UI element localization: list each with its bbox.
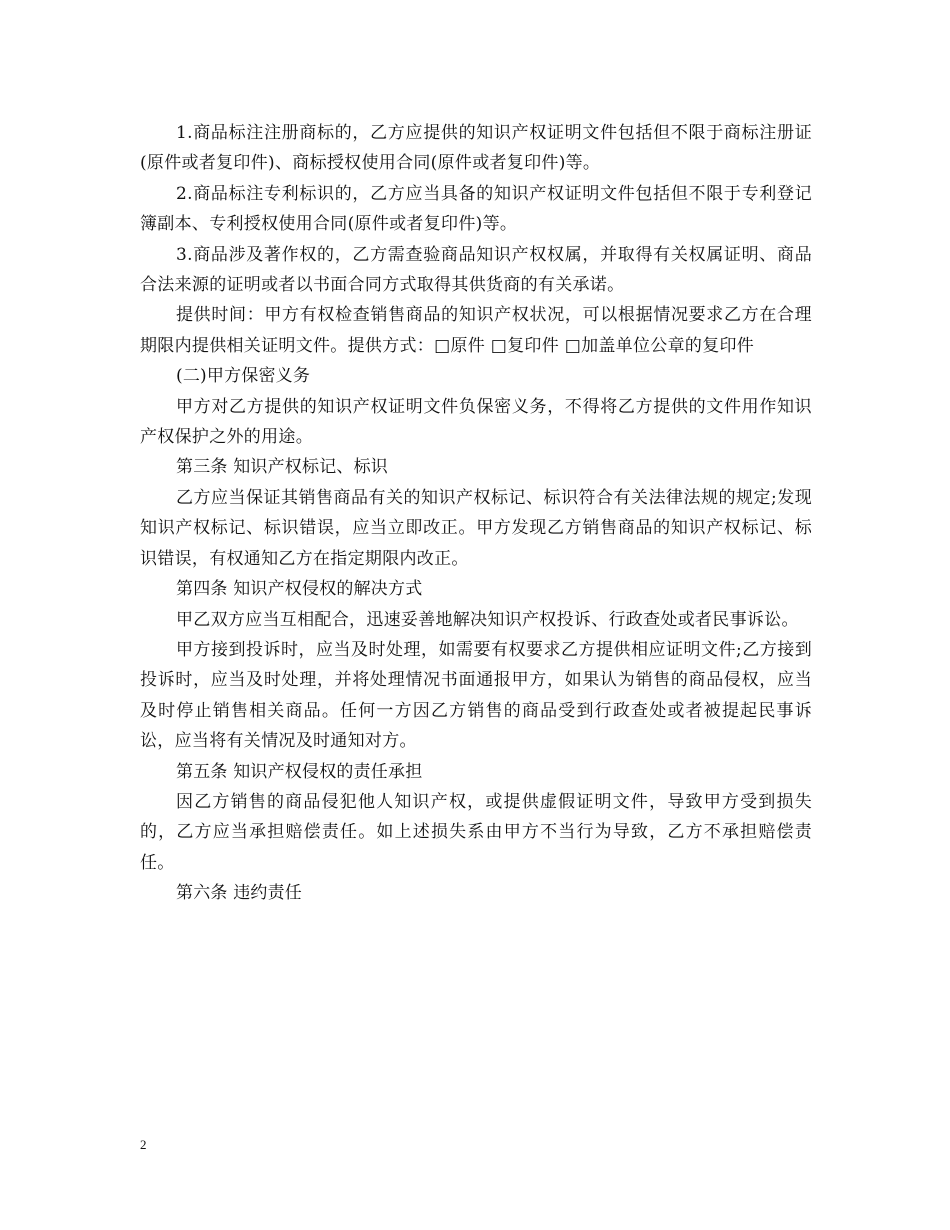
paragraph-confidentiality: 甲方对乙方提供的知识产权证明文件负保密义务，不得将乙方提供的文件用作知识产权保护之外的用途。: [140, 396, 812, 448]
page-number: 2: [140, 1137, 147, 1152]
heading-confidentiality: (二)甲方保密义务: [176, 366, 311, 387]
paragraph-patent-clause: 2.商品标注专利标识的，乙方应当具备的知识产权证明文件包括但不限于专利登记簿副本、专利授权使用合同(原件或者复印件)等。: [140, 183, 812, 235]
heading-article-3: 第三条 知识产权标记、标识: [176, 457, 389, 478]
paragraph-trademark-clause: 1.商品标注注册商标的，乙方应提供的知识产权证明文件包括但不限于商标注册证(原件或者复印件)、商标授权使用合同(原件或者复印件)等。: [140, 123, 812, 174]
heading-article-4: 第四条 知识产权侵权的解决方式: [176, 579, 423, 600]
document-body: [140, 118, 812, 909]
paragraph-provision-time: 提供时间：甲方有权检查销售商品的知识产权状况，可以根据情况要求乙方在合理期限内提供相关证明文件。提供方式：□原件 □复印件 □加盖单位公章的复印件: [140, 305, 812, 356]
paragraph-article-5: 因乙方销售的商品侵犯他人知识产权，或提供虚假证明文件，导致甲方受到损失的，乙方应当承担赔偿责任。如上述损失系由甲方不当行为导致，乙方不承担赔偿责任。: [140, 791, 812, 873]
paragraph-article-4-complaints: 甲方接到投诉时，应当及时处理，如需要有权要求乙方提供相应证明文件;乙方接到投诉时，应当及时处理，并将处理情况书面通报甲方，如果认为销售的商品侵权，应当及时停止销售相关商品。任何一方因乙方销售的商品受到行政查处或者被提起民事诉讼，应当将有关情况及时通知对方。: [140, 639, 812, 752]
paragraph-copyright-clause: 3.商品涉及著作权的，乙方需查验商品知识产权权属，并取得有关权属证明、商品合法来源的证明或者以书面合同方式取得其供货商的有关承诺。: [140, 244, 812, 296]
paragraph-article-3: 乙方应当保证其销售商品有关的知识产权标记、标识符合有关法律法规的规定;发现知识产权标记、标识错误，应当立即改正。甲方发现乙方销售商品的知识产权标记、标识错误，有权通知乙方在指定期限内改正。: [140, 487, 812, 569]
paragraph-article-4-cooperation: 甲乙双方应当互相配合，迅速妥善地解决知识产权投诉、行政查处或者民事诉讼。: [176, 609, 799, 630]
heading-article-6: 第六条 违约责任: [176, 883, 303, 904]
heading-article-5: 第五条 知识产权侵权的责任承担: [176, 761, 423, 782]
